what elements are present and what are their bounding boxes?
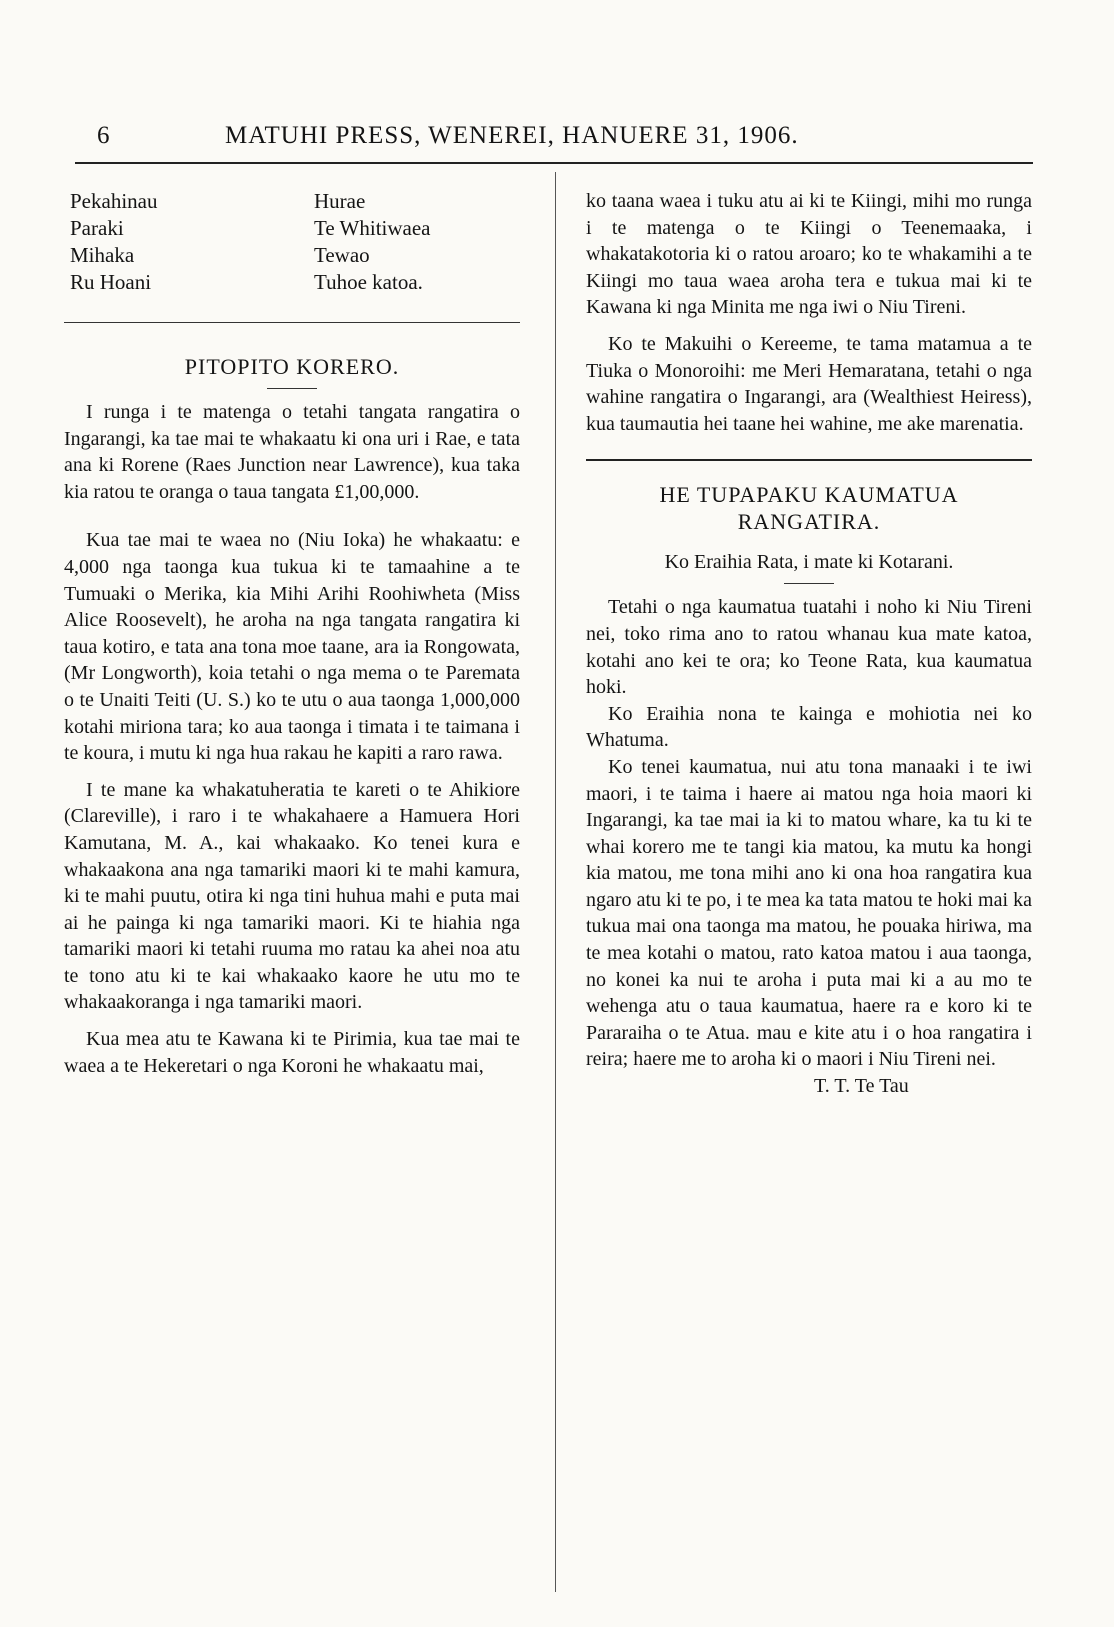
name-item: Te Whitiwaea bbox=[314, 216, 431, 240]
signature: T. T. Te Tau bbox=[814, 1075, 909, 1098]
names-column-1 bbox=[70, 188, 157, 296]
article-paragraph: Tetahi o nga kaumatua tuatahi i noho ki Niu Tireni nei, toko rima ano to ratou whanau kua mate katoa, kotahi ano kei te ora; ko Teone Rata, kua kaumatua hoki. bbox=[586, 596, 1032, 699]
article-paragraph: I te mane ka whakatuheratia te kareti o te Ahikiore (Clareville), i raro i te whakahaere a Hamuera Hori Kamutana, M. A., kai whakaako. Ko tenei kura e whakaakona ana nga tamariki maori ki te mahi kamura, ki te mahi puutu, otira ki nga tini huhua mahi e puta mai ai he painga ki nga tamariki maori. Ki te hiahia nga tamariki maori ki tetahi ruuma mo ratau ka ahei noa atu te tono atu ki te kai whakaako kaore he utu mo te whakaakoranga i nga tamariki maori. bbox=[64, 778, 520, 1014]
section-heading-tupapaku bbox=[586, 481, 1032, 535]
article-paragraph: Ko Eraihia nona te kainga e mohiotia nei ko Whatuma. bbox=[586, 702, 1032, 752]
name-item: Ru Hoani bbox=[70, 270, 152, 294]
name-item: Hurae bbox=[314, 189, 366, 213]
article-paragraph: Kua mea atu te Kawana ki te Pirimia, kua tae mai te waea a te Hekeretari o nga Koroni he whakaatu mai, bbox=[64, 1028, 520, 1077]
name-item: Mihaka bbox=[70, 243, 135, 267]
article-paragraph: ko taana waea i tuku atu ai ki te Kiingi, mihi mo runga i te matenga o te Kiingi o Teenemaaka, i whakatakotoria ki o ratou aroaro; ko te whakamihi a te Kiingi mo taua waea aroha tera e tukua mai ki te Kawana ki nga Minita me nga iwi o Niu Tireni. bbox=[586, 190, 1032, 319]
names-list bbox=[64, 188, 520, 300]
article-paragraph: Ko tenei kaumatua, nui atu tona manaaki i te iwi maori, i te taima i haere ai matou nga hoia maori ki Ingarangi, ka tae mai ia ki to matou whare, ka tu ki te whai korero me te tangi kia matou, ka mutu ka hongi kia matou, me tona mihi ano ki ona hoa rangatira kua ngaro atu ki te po, i te mea ka tata matou te hoki mai ka tukua mai ona taonga ma matou, he pouaka hiriwa, ma te mea kotahi o matou, rato katoa matou i aua taonga, no konei ka nui te aroha i puta mai ki a au mo te wehenga atu o taua kaumatua, haere ra e koro ki te Pararaiha o te Atua. mau e kite atu i o hoa rangatira i reira; haere me to aroha ki o maori i Niu Tireni nei. bbox=[586, 755, 1032, 1071]
article-paragraph: I runga i te matenga o tetahi tangata rangatira o Ingarangi, ka tae mai te whakaatu ki ona uri i Rae, e tata ana ki Rorene (Raes Junction near Lawrence), kua taka kia ratou te oranga o taua tangata £1,00,000. bbox=[64, 401, 520, 503]
name-item: Tewao bbox=[314, 243, 370, 267]
header-rule bbox=[75, 162, 1033, 164]
name-item: Tuhoe katoa. bbox=[314, 270, 423, 294]
page-header bbox=[75, 118, 1033, 158]
section-heading-pitopito: PITOPITO KORERO. bbox=[184, 354, 400, 379]
name-item: Paraki bbox=[70, 216, 124, 240]
heading-line: RANGATIRA. bbox=[737, 509, 881, 535]
left-column bbox=[64, 188, 520, 1079]
name-item: Pekahinau bbox=[70, 189, 158, 213]
short-rule bbox=[267, 388, 317, 389]
article-paragraph: Ko te Makuihi o Kereeme, te tama matamua a te Tiuka o Monoroihi: me Meri Hemaratana, tetahi o nga wahine rangatira o Ingarangi, ara (Wealthiest Heiress), kua taumautia hei taane hei wahine, me ake marenatia. bbox=[586, 332, 1032, 435]
right-column bbox=[586, 188, 1032, 1099]
names-column-2 bbox=[314, 188, 431, 296]
article-paragraph: Kua tae mai te waea no (Niu Ioka) he whakaatu: e 4,000 nga taonga kua tukua ki te tamaahine a te Tumuaki o Merika, kia Mihi Arihi Roohiwheta (Miss Alice Roosevelt), he aroha na nga tangata rangatira ki taua kotiro, e tata ana tona moe taane, ara ia Rongowata, (Mr Longworth), koia tetahi o nga mema o te Paremata o te Unaiti Teiti (U. S.) ko te utu o aua taonga 1,000,000 kotahi miriona tara; ko aua taonga i timata i te taimana i te koura, i mutu ki nga hua rakau he kapiti a raro rawa. bbox=[64, 529, 520, 765]
short-rule bbox=[784, 583, 834, 584]
heading-line: HE TUPAPAKU KAUMATUA bbox=[659, 482, 959, 508]
page-number: 6 bbox=[97, 122, 110, 149]
column-divider bbox=[555, 172, 556, 1592]
subheading: Ko Eraihia Rata, i mate ki Kotarani. bbox=[664, 551, 954, 574]
running-head: MATUHI PRESS, WENEREI, HANUERE 31, 1906. bbox=[225, 122, 799, 149]
